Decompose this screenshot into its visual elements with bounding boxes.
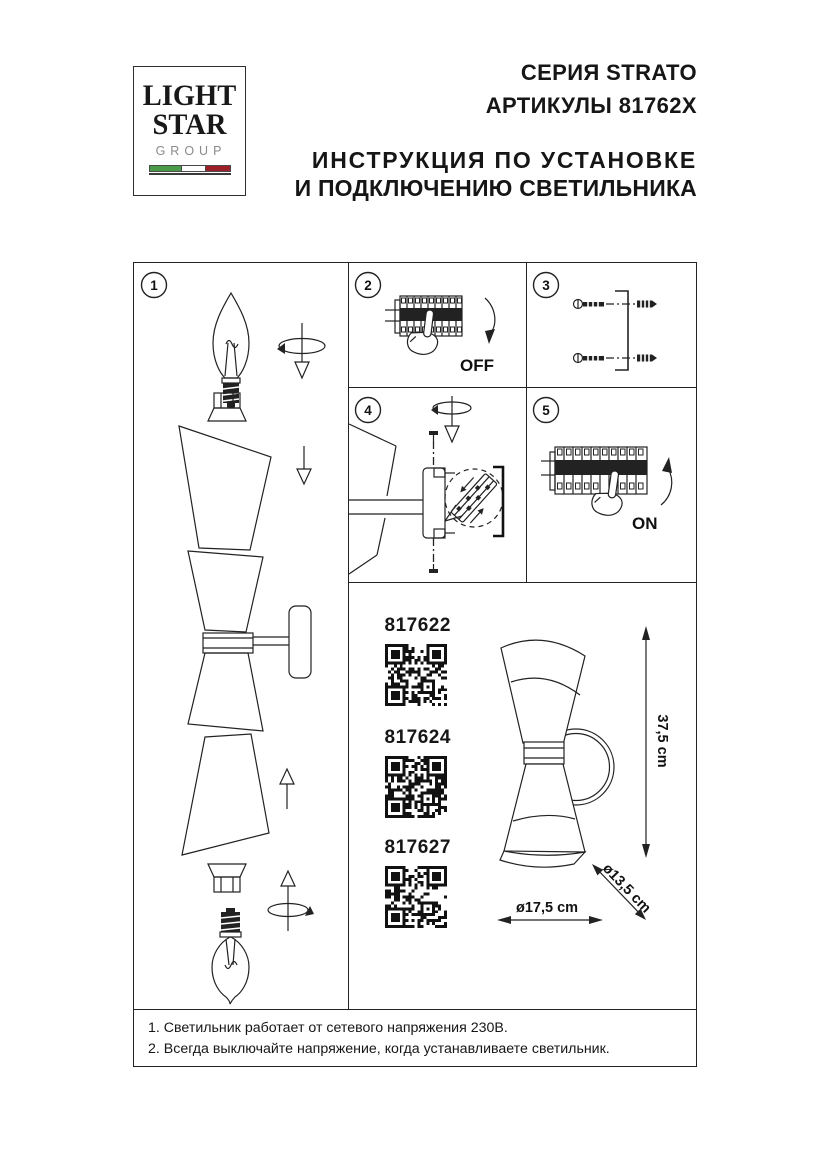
note-1: 1. Светильник работает от сетевого напряжения 230В. bbox=[148, 1019, 508, 1036]
down-arrow-icon bbox=[297, 446, 311, 484]
step-4-mounting-panel bbox=[348, 387, 528, 584]
instruction-title-line2: И ПОДКЛЮЧЕНИЮ СВЕТИЛЬНИКА bbox=[294, 175, 697, 201]
product-dimensions-panel bbox=[348, 582, 698, 1010]
on-label: ON bbox=[632, 513, 658, 533]
article-number: 817624 bbox=[384, 727, 451, 748]
socket-icon-inverted bbox=[208, 864, 246, 892]
step-number: 1 bbox=[150, 277, 158, 293]
step-number: 2 bbox=[363, 277, 372, 293]
series-title: СЕРИЯ STRATO bbox=[520, 60, 697, 85]
wall-anchor-icon-1 bbox=[637, 300, 657, 308]
detail-bracket-icon bbox=[493, 467, 503, 536]
screw-icon-1 bbox=[574, 300, 636, 309]
logo-text-star: STAR bbox=[152, 108, 227, 141]
logo-text-light: LIGHT bbox=[142, 79, 237, 112]
step-number: 3 bbox=[542, 277, 550, 293]
depth-dimension bbox=[592, 861, 654, 920]
arrow-up-icon bbox=[661, 457, 672, 505]
screw-icon-top bbox=[429, 431, 438, 468]
qr-code bbox=[385, 756, 447, 818]
step-number: 5 bbox=[542, 402, 550, 418]
terminal-detail-magnifier bbox=[443, 467, 503, 528]
article-number: 817622 bbox=[384, 615, 451, 636]
instruction-title-line1: ИНСТРУКЦИЯ ПО УСТАНОВКЕ bbox=[311, 147, 697, 173]
qr-code bbox=[385, 866, 447, 928]
step-number: 4 bbox=[363, 402, 372, 418]
product-item bbox=[385, 837, 451, 928]
circuit-breaker-icon bbox=[541, 447, 647, 494]
product-item bbox=[385, 727, 451, 818]
off-label: OFF bbox=[459, 356, 494, 375]
screw-icon-bottom bbox=[429, 538, 438, 573]
fasteners-drawing bbox=[527, 263, 695, 386]
italian-flag-bar bbox=[149, 165, 231, 172]
lower-cone bbox=[504, 764, 585, 852]
articles-title: АРТИКУЛЫ 81762X bbox=[485, 93, 697, 118]
height-label: 37,5 cm bbox=[653, 714, 670, 768]
qr-code bbox=[385, 644, 447, 706]
mounting-plate bbox=[423, 468, 455, 538]
wall-plate bbox=[289, 606, 311, 678]
step-3-fasteners-panel bbox=[526, 262, 697, 388]
article-number: 817627 bbox=[384, 837, 451, 858]
breaker-off-drawing bbox=[349, 263, 526, 386]
width-dimension bbox=[497, 900, 603, 924]
wall-anchor-icon-2 bbox=[637, 354, 657, 362]
depth-label: ø13,5 cm bbox=[598, 860, 654, 917]
step-1-assembly-panel bbox=[133, 262, 349, 1010]
up-arrow-icon bbox=[280, 769, 294, 809]
lamp-body-drawing bbox=[188, 551, 311, 731]
flag-white-segment bbox=[181, 166, 206, 171]
flag-red-segment bbox=[206, 166, 229, 171]
upper-shade-cone bbox=[179, 426, 271, 550]
bulb-icon-inverted bbox=[212, 908, 249, 1004]
flag-underline bbox=[149, 173, 231, 175]
mounting-drawing bbox=[349, 388, 526, 582]
height-dimension bbox=[642, 626, 670, 858]
screw-in-rotate-icon bbox=[431, 396, 471, 442]
step-5-power-on-panel bbox=[526, 387, 697, 584]
header-text-block bbox=[295, 60, 697, 202]
screw-in-rotate-icon bbox=[277, 323, 325, 378]
arrow-down-icon bbox=[485, 298, 495, 344]
center-joint bbox=[524, 742, 564, 764]
screw-icon-2 bbox=[574, 354, 636, 363]
step-2-power-off-panel bbox=[348, 262, 528, 388]
flag-green-segment bbox=[150, 166, 181, 171]
screw-in-rotate-up-icon bbox=[268, 871, 314, 931]
notes-panel bbox=[133, 1009, 697, 1067]
width-label: ø17,5 cm bbox=[515, 900, 578, 916]
product-item bbox=[385, 615, 451, 706]
lower-shade-cone bbox=[182, 734, 269, 855]
lightstar-logo bbox=[133, 66, 246, 196]
lamp-body-partial bbox=[349, 424, 423, 574]
note-2: 2. Всегда выключайте напряжение, когда устанавливаете светильник. bbox=[148, 1040, 610, 1057]
logo-text-group: GROUP bbox=[155, 144, 227, 158]
breaker-on-drawing bbox=[527, 388, 695, 582]
assembly-drawing bbox=[134, 263, 347, 1008]
bulb-icon bbox=[213, 293, 249, 409]
